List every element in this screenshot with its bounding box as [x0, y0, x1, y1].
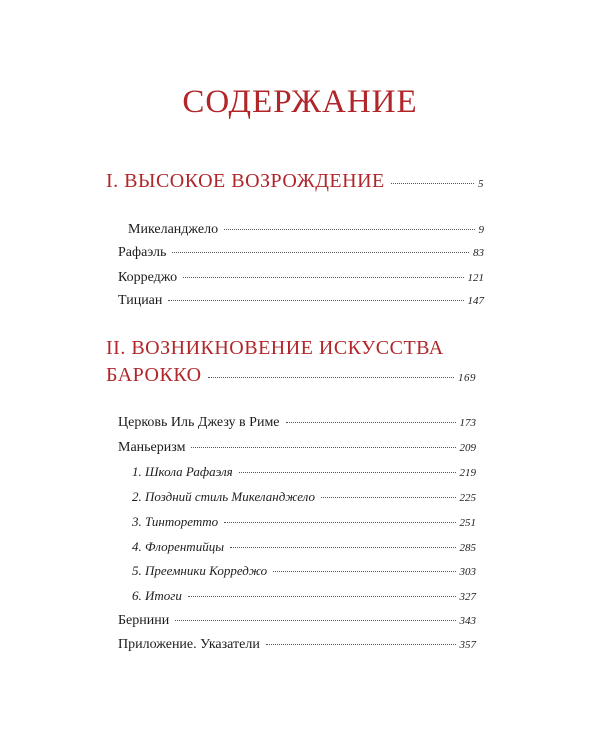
- toc-entry-michelangelo[interactable]: [128, 222, 484, 238]
- toc-page-number: 209: [459, 442, 476, 454]
- leader-dots: [286, 421, 456, 423]
- leader-dots: [391, 182, 474, 184]
- toc-entry-label: Маньеризм: [118, 440, 186, 455]
- leader-dots: [224, 521, 455, 523]
- toc-section-label: БАРОККО: [106, 364, 202, 386]
- toc-entry-label: Микеланджело: [128, 222, 219, 237]
- toc-entry-label: Тициан: [118, 293, 163, 308]
- toc-entry-label: Церковь Иль Джезу в Риме: [118, 415, 280, 430]
- toc-section-baroque[interactable]: [106, 364, 476, 387]
- toc-subentry-late-michelangelo[interactable]: [132, 489, 476, 505]
- toc-page-number: 147: [467, 295, 484, 307]
- leader-dots: [191, 446, 455, 448]
- leader-dots: [266, 643, 456, 645]
- toc-page-number: 285: [459, 542, 476, 554]
- leader-dots: [321, 496, 456, 498]
- leader-dots: [188, 595, 456, 597]
- toc-page-number: 251: [459, 517, 476, 529]
- toc-entry-correggio[interactable]: [118, 270, 484, 286]
- toc-page-number: 303: [459, 566, 476, 578]
- toc-entry-label: 4. Флорентийцы: [132, 539, 224, 554]
- toc-subentry-correggio-followers[interactable]: [132, 563, 476, 579]
- toc-entry-label: 1. Школа Рафаэля: [132, 464, 233, 479]
- toc-entry-label: 2. Поздний стиль Микеланджело: [132, 489, 315, 504]
- toc-subentry-conclusions[interactable]: [132, 588, 476, 604]
- toc-section-label: I. ВЫСОКОЕ ВОЗРОЖДЕНИЕ: [106, 170, 385, 192]
- toc-page-number: 343: [459, 615, 476, 627]
- toc-entry-raphael[interactable]: [118, 245, 484, 261]
- leader-dots: [230, 546, 456, 548]
- toc-page-number: 225: [459, 492, 476, 504]
- leader-dots: [172, 251, 469, 253]
- page-title: СОДЕРЖАНИЕ: [182, 84, 418, 120]
- toc-page-number: 9: [478, 224, 484, 236]
- toc-subentry-florentines[interactable]: [132, 539, 476, 555]
- toc-entry-label: 6. Итоги: [132, 588, 182, 603]
- leader-dots: [224, 228, 474, 230]
- toc-page-number: 83: [473, 247, 484, 259]
- toc-section-label-line1[interactable]: II. ВОЗНИКНОВЕНИЕ ИСКУССТВА: [106, 337, 444, 359]
- toc-subentry-tintoretto[interactable]: [132, 514, 476, 530]
- leader-dots: [239, 471, 456, 473]
- toc-entry-label: Рафаэль: [118, 245, 167, 260]
- toc-entry-label: 5. Преемники Корреджо: [132, 563, 268, 578]
- toc-page-number: 5: [478, 178, 484, 190]
- leader-dots: [208, 376, 454, 378]
- toc-entry-titian[interactable]: [118, 293, 484, 309]
- toc-entry-label: 3. Тинторетто: [132, 514, 219, 529]
- toc-entry-il-gesu[interactable]: [118, 415, 476, 431]
- toc-entry-label: Приложение. Указатели: [118, 637, 260, 652]
- leader-dots: [273, 570, 455, 572]
- toc-page-number: 219: [459, 467, 476, 479]
- toc-subentry-raphael-school[interactable]: [132, 464, 476, 480]
- leader-dots: [168, 299, 463, 301]
- toc-entry-label: Бернини: [118, 613, 170, 628]
- toc-section-high-renaissance[interactable]: [106, 170, 484, 193]
- toc-page-number: 121: [467, 272, 484, 284]
- toc-entry-appendix[interactable]: [118, 637, 476, 653]
- toc-page-number: 169: [458, 372, 476, 384]
- toc-entry-label: Корреджо: [118, 270, 178, 285]
- toc-page-number: 357: [459, 639, 476, 651]
- toc-entry-mannerism[interactable]: [118, 440, 476, 456]
- toc-page-number: 327: [459, 591, 476, 603]
- toc-page-number: 173: [459, 417, 476, 429]
- toc-entry-bernini[interactable]: [118, 613, 476, 629]
- leader-dots: [183, 276, 463, 278]
- leader-dots: [175, 619, 455, 621]
